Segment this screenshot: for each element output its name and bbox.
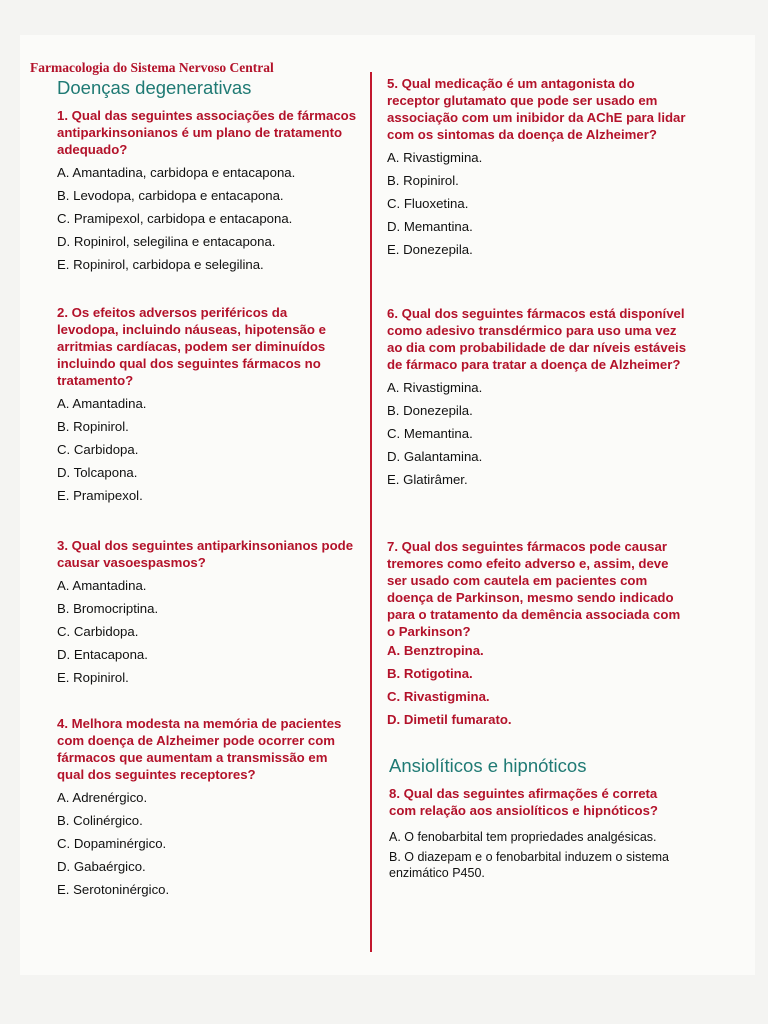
option: E. Ropinirol. [57,670,129,685]
option: C. Pramipexol, carbidopa e entacapona. [57,211,293,226]
option: D. Memantina. [387,219,473,234]
question-text: 8. Qual das seguintes afirmações é correta com relação aos ansiolíticos e hipnóticos? [389,786,658,818]
question-2 [57,304,347,510]
question-text: 5. Qual medicação é um antagonista do receptor glutamato que pode ser usado em associação com um inibidor da AChE para lidar com os sintomas da doença de Alzheimer? [387,76,686,142]
option: A. Benztropina. [387,643,484,658]
option: C. Carbidopa. [57,624,139,639]
option: A. Adrenérgico. [57,790,148,805]
option: A. Rivastigmina. [387,150,483,165]
question-1 [57,107,357,279]
question-8 [389,785,684,885]
option: B. O diazepam e o fenobarbital induzem o sistema enzimático P450. [389,850,670,880]
option: D. Dimetil fumarato. [387,712,512,727]
question-6 [387,305,687,494]
option: E. Serotoninérgico. [57,882,170,897]
option: D. Gabaérgico. [57,859,146,874]
option: B. Ropinirol. [57,419,129,434]
option: A. O fenobarbital tem propriedades analgésicas. [389,830,657,844]
option: E. Ropinirol, carbidopa e selegilina. [57,257,264,272]
question-text: 7. Qual dos seguintes fármacos pode causar tremores como efeito adverso e, assim, deve ser usado com cautela em pacientes com doença de Parkinson, mesmo sendo indicado para o tratamento da demência associada com o Parkinson? [387,539,681,639]
option: C. Carbidopa. [57,442,139,457]
question-text: 2. Os efeitos adversos periféricos da levodopa, incluindo náuseas, hipotensão e arritmias cardíacas, podem ser diminuídos incluindo qual dos seguintes fármacos no tratamento? [57,305,326,388]
option: D. Tolcapona. [57,465,138,480]
option: D. Ropinirol, selegilina e entacapona. [57,234,276,249]
question-4 [57,715,352,904]
page-header-title: Farmacologia do Sistema Nervoso Central [30,60,274,75]
option: B. Bromocriptina. [57,601,159,616]
option: E. Glatirâmer. [387,472,468,487]
option: E. Donezepila. [387,242,473,257]
option: C. Memantina. [387,426,473,441]
column-divider [370,72,372,952]
option: B. Donezepila. [387,403,473,418]
option: A. Amantadina. [57,396,147,411]
option: E. Pramipexol. [57,488,143,503]
option: C. Dopaminérgico. [57,836,167,851]
question-5 [387,75,687,264]
question-text: 4. Melhora modesta na memória de pacientes com doença de Alzheimer pode ocorrer com fármacos que aumentam a transmissão em qual dos seguintes receptores? [57,716,342,782]
question-7 [387,538,687,734]
option: B. Colinérgico. [57,813,143,828]
option: C. Rivastigmina. [387,689,490,704]
option: B. Rotigotina. [387,666,473,681]
question-text: 6. Qual dos seguintes fármacos está disponível como adesivo transdérmico para uso uma vez ao dia com probabilidade de dar níveis estáveis de fármaco para tratar a doença de Alzheimer? [387,306,687,372]
question-3 [57,537,357,692]
option: A. Amantadina, carbidopa e entacapona. [57,165,296,180]
option: D. Galantamina. [387,449,483,464]
option: A. Amantadina. [57,578,147,593]
option: C. Fluoxetina. [387,196,469,211]
question-text: 3. Qual dos seguintes antiparkinsonianos pode causar vasoespasmos? [57,538,354,570]
section-title-anxiolytics: Ansiolíticos e hipnóticos [389,755,587,776]
option: D. Entacapona. [57,647,148,662]
section-title-degenerative: Doenças degenerativas [57,77,252,98]
option: B. Levodopa, carbidopa e entacapona. [57,188,284,203]
question-text: 1. Qual das seguintes associações de fármacos antiparkinsonianos é um plano de tratamento adequado? [57,108,357,157]
option: A. Rivastigmina. [387,380,483,395]
option: B. Ropinirol. [387,173,459,188]
